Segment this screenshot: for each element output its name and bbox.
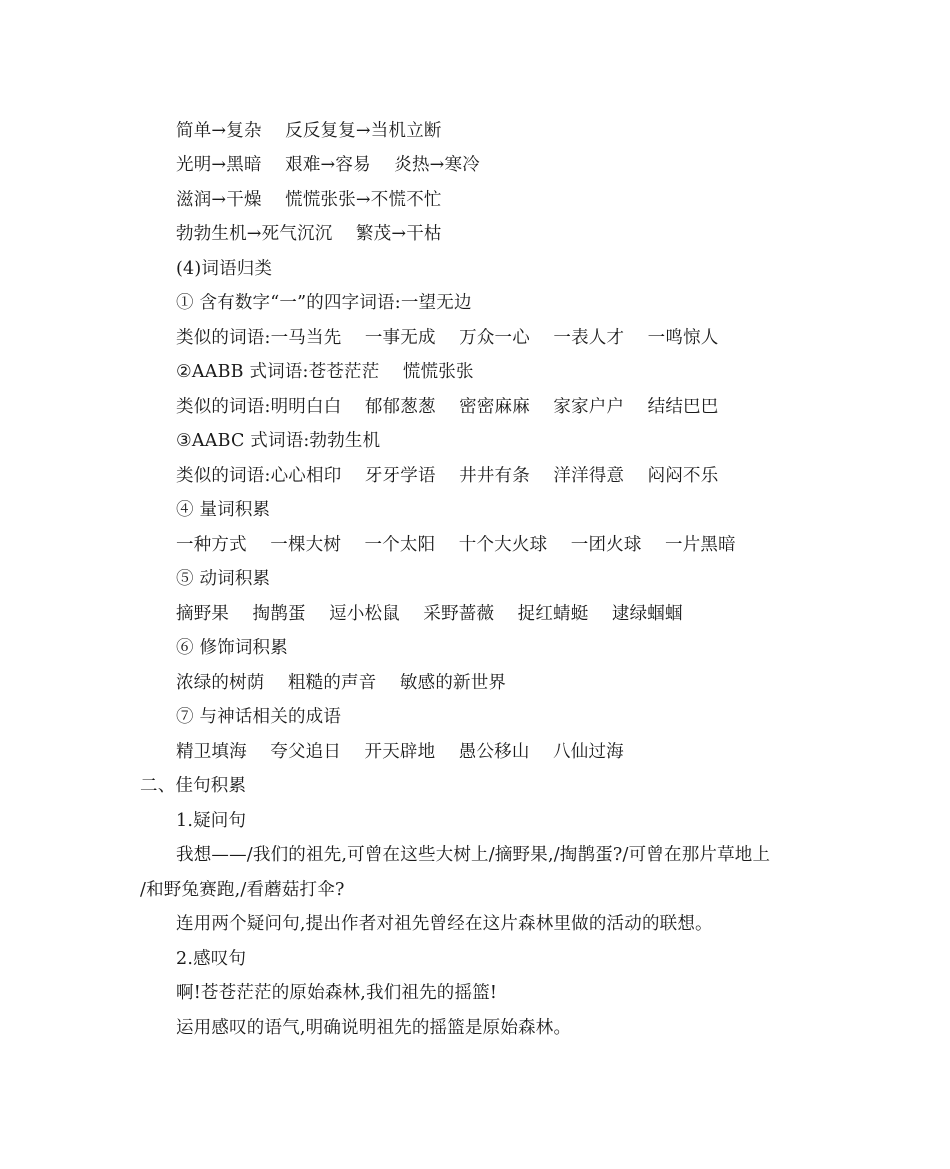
text-line: 滋润→干燥 慌慌张张→不慌不忙 — [176, 190, 442, 210]
text-line: 类似的词语:一马当先 一事无成 万众一心 一表人才 一鸣惊人 — [176, 328, 719, 348]
text-line: 我想——/我们的祖先,可曾在这些大树上/摘野果,/掏鹊蛋?/可曾在那片草地上 — [176, 845, 771, 865]
text-line: 简单→复杂 反反复复→当机立断 — [176, 121, 442, 141]
text-line: 浓绿的树荫 粗糙的声音 敏感的新世界 — [176, 673, 507, 693]
text-line: 一种方式 一棵大树 一个太阳 十个大火球 一团火球 一片黑暗 — [176, 535, 736, 555]
section-heading: 二、佳句积累 — [140, 776, 247, 796]
text-line: 精卫填海 夸父追日 开天辟地 愚公移山 八仙过海 — [176, 742, 624, 762]
text-line: ① 含有数字“一”的四字词语:一望无边 — [176, 293, 472, 313]
text-line: /和野兔赛跑,/看蘑菇打伞? — [140, 880, 345, 900]
text-line: ⑥ 修饰词积累 — [176, 638, 288, 658]
text-line: 啊!苍苍茫茫的原始森林,我们祖先的摇篮! — [176, 983, 498, 1003]
section-heading: (4)词语归类 — [176, 259, 273, 279]
text-line: 摘野果 掏鹊蛋 逗小松鼠 采野蔷薇 捉红蜻蜓 逮绿蝈蝈 — [176, 604, 683, 624]
text-line: 连用两个疑问句,提出作者对祖先曾经在这片森林里做的活动的联想。 — [176, 914, 713, 934]
text-line: ④ 量词积累 — [176, 500, 271, 520]
subsection-heading: 1.疑问句 — [176, 811, 247, 831]
subsection-heading: 2.感叹句 — [176, 949, 247, 969]
text-line: 类似的词语:明明白白 郁郁葱葱 密密麻麻 家家户户 结结巴巴 — [176, 397, 719, 417]
text-line: ⑤ 动词积累 — [176, 569, 271, 589]
text-line: 运用感叹的语气,明确说明祖先的摇篮是原始森林。 — [176, 1018, 572, 1038]
text-line: 光明→黑暗 艰难→容易 炎热→寒冷 — [176, 155, 480, 175]
text-line: ③AABC 式词语:勃勃生机 — [176, 431, 381, 451]
text-line: ②AABB 式词语:苍苍茫茫 慌慌张张 — [176, 362, 474, 382]
text-line: 类似的词语:心心相印 牙牙学语 井井有条 洋洋得意 闷闷不乐 — [176, 466, 719, 486]
text-line: 勃勃生机→死气沉沉 繁茂→干枯 — [176, 224, 442, 244]
text-line: ⑦ 与神话相关的成语 — [176, 707, 342, 727]
